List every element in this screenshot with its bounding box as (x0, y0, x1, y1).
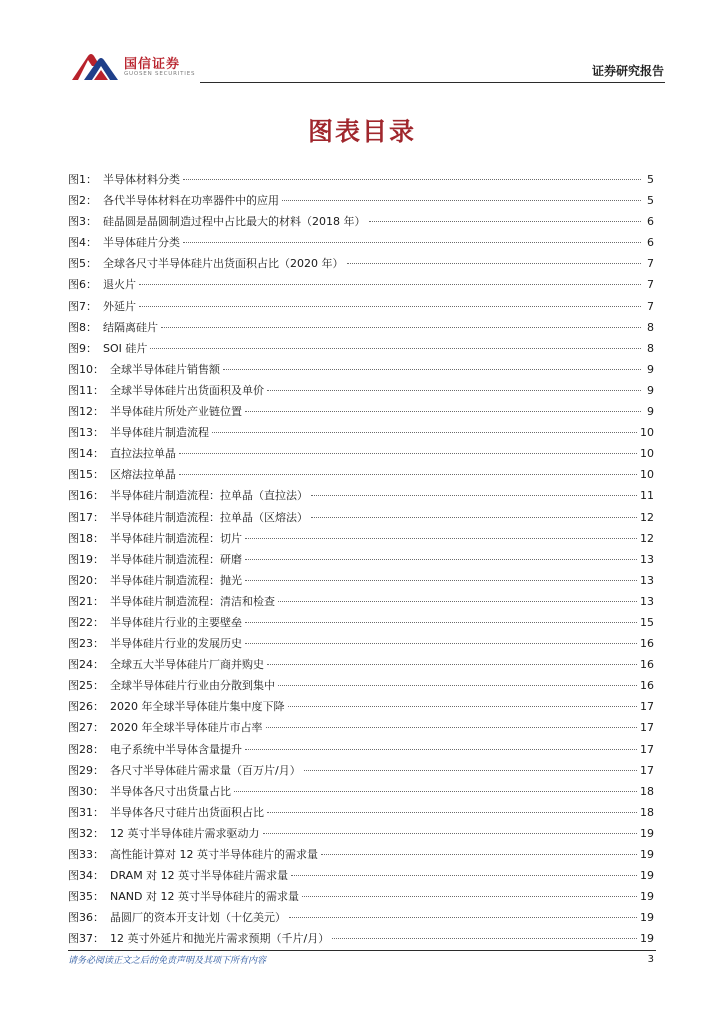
toc-entry-title: 硅晶圆是晶圆制造过程中占比最大的材料（2018 年） (103, 215, 366, 229)
toc-dot-leader (304, 770, 637, 771)
toc-entry-label: 图13： (68, 426, 104, 440)
toc-entry[interactable] (68, 570, 654, 591)
toc-entry-title: 半导体硅片制造流程：研磨 (110, 552, 242, 566)
toc-entry[interactable] (68, 717, 654, 738)
toc-entry-label: 图3： (68, 215, 97, 229)
toc-entry-page: 9 (647, 383, 654, 397)
toc-entry-page: 6 (647, 236, 654, 250)
toc-entry-label: 图24： (68, 658, 104, 672)
header-divider (200, 82, 665, 83)
toc-entry-title: 电子系统中半导体含量提升 (110, 742, 242, 756)
toc-dot-leader (321, 854, 637, 855)
toc-entry-page: 11 (640, 489, 654, 503)
toc-entry-title: 外延片 (103, 299, 136, 313)
toc-entry-title: 半导体硅片制造流程：拉单晶（区熔法） (110, 510, 308, 524)
toc-dot-leader (267, 390, 641, 391)
toc-entry-label: 图26： (68, 700, 104, 714)
toc-entry[interactable] (68, 781, 654, 802)
toc-entry-label: 图10： (68, 362, 104, 376)
toc-entry[interactable] (68, 296, 654, 317)
toc-dot-leader (288, 706, 638, 707)
toc-entry-title: SOI 硅片 (103, 341, 148, 355)
toc-entry-page: 5 (647, 194, 654, 208)
toc-entry-title: 半导体硅片制造流程 (110, 426, 209, 440)
logo-company-en: GUOSEN SECURITIES (124, 71, 196, 77)
toc-entry[interactable] (68, 865, 654, 886)
toc-entry-page: 19 (640, 911, 654, 925)
toc-entry-label: 图27： (68, 721, 104, 735)
toc-dot-leader (278, 601, 637, 602)
toc-entry[interactable] (68, 464, 654, 485)
toc-entry[interactable] (68, 507, 654, 528)
toc-entry[interactable] (68, 485, 654, 506)
toc-entry-page: 19 (640, 932, 654, 946)
toc-dot-leader (311, 495, 637, 496)
toc-entry-page: 8 (647, 320, 654, 334)
toc-entry-label: 图15： (68, 468, 104, 482)
toc-entry-title: 半导体硅片制造流程：清洁和检查 (110, 594, 275, 608)
toc-entry-page: 17 (640, 763, 654, 777)
toc-entry-page: 6 (647, 215, 654, 229)
toc-entry-label: 图16： (68, 489, 104, 503)
toc-entry-page: 16 (640, 637, 654, 651)
toc-entry-label: 图8： (68, 320, 97, 334)
toc-entry[interactable] (68, 232, 654, 253)
toc-entry[interactable] (68, 739, 654, 760)
toc-entry[interactable] (68, 886, 654, 907)
toc-entry-label: 图2： (68, 194, 97, 208)
toc-entry-title: 半导体硅片分类 (103, 236, 180, 250)
toc-entry-label: 图4： (68, 236, 97, 250)
toc-entry-page: 17 (640, 721, 654, 735)
toc-entry-page: 17 (640, 742, 654, 756)
toc-entry-label: 图20： (68, 573, 104, 587)
toc-entry-page: 9 (647, 362, 654, 376)
toc-entry-title: 12 英寸外延片和抛光片需求预期（千片/月） (110, 932, 330, 946)
page-title: 图表目录 (307, 117, 416, 146)
toc-entry-title: 半导体硅片行业的发展历史 (110, 637, 242, 651)
toc-entry-title: 半导体各尺寸硅片出货面积占比 (110, 805, 264, 819)
toc-dot-leader (183, 242, 641, 243)
toc-entry-title: 全球五大半导体硅片厂商并购史 (110, 658, 264, 672)
toc-dot-leader (139, 284, 641, 285)
toc-entry-label: 图9： (68, 341, 97, 355)
toc-dot-leader (150, 348, 641, 349)
figure-toc-list (68, 169, 654, 949)
toc-dot-leader (245, 411, 641, 412)
toc-entry-title: 结隔离硅片 (103, 320, 158, 334)
toc-entry-title: 2020 年全球半导体硅片集中度下降 (110, 700, 285, 714)
toc-dot-leader (179, 474, 637, 475)
toc-dot-leader (179, 453, 637, 454)
toc-entry-title: 高性能计算对 12 英寸半导体硅片的需求量 (110, 848, 318, 861)
toc-entry-page: 16 (640, 658, 654, 672)
toc-dot-leader (245, 580, 637, 581)
toc-entry[interactable] (68, 654, 654, 675)
toc-entry[interactable] (68, 401, 654, 422)
toc-dot-leader (212, 432, 637, 433)
toc-entry-page: 10 (640, 468, 654, 482)
toc-entry-title: 半导体硅片制造流程：切片 (110, 531, 242, 545)
toc-dot-leader (347, 263, 642, 264)
toc-dot-leader (223, 369, 641, 370)
toc-dot-leader (263, 833, 638, 834)
toc-dot-leader (332, 938, 637, 939)
toc-dot-leader (302, 896, 637, 897)
toc-entry[interactable] (68, 633, 654, 654)
toc-entry-page: 19 (640, 869, 654, 883)
toc-entry-label: 图19： (68, 552, 104, 566)
toc-dot-leader (311, 517, 637, 518)
toc-entry-title: 全球半导体硅片行业由分散到集中 (110, 679, 275, 693)
toc-entry-title: 12 英寸半导体硅片需求驱动力 (110, 826, 260, 840)
toc-entry-title: 直拉法拉单晶 (110, 447, 176, 461)
toc-entry-page: 7 (647, 299, 654, 313)
page-number: 3 (647, 954, 654, 965)
toc-entry-label: 图7： (68, 299, 97, 313)
toc-entry-page: 12 (640, 531, 654, 545)
toc-entry-title: 各代半导体材料在功率器件中的应用 (103, 194, 279, 208)
toc-entry-page: 16 (640, 679, 654, 693)
toc-entry-title: 晶圆厂的资本开支计划（十亿美元） (110, 911, 286, 925)
toc-entry-page: 10 (640, 426, 654, 440)
toc-entry[interactable] (68, 253, 654, 274)
toc-entry[interactable] (68, 422, 654, 443)
toc-entry[interactable] (68, 612, 654, 633)
logo-company-cn: 国信证券 (124, 57, 181, 72)
toc-entry-title: 各尺寸半导体硅片需求量（百万片/月） (110, 763, 301, 777)
toc-entry[interactable] (68, 359, 654, 380)
toc-entry-label: 图32： (68, 826, 104, 840)
report-type: 证券研究报告 (591, 64, 664, 78)
toc-entry[interactable] (68, 380, 654, 401)
toc-entry-label: 图22： (68, 615, 104, 629)
footer-divider (68, 950, 656, 951)
toc-entry[interactable] (68, 907, 654, 928)
toc-entry[interactable] (68, 696, 654, 717)
toc-entry-title: 半导体材料分类 (103, 173, 180, 186)
toc-dot-leader (245, 559, 637, 560)
toc-dot-leader (245, 643, 637, 644)
toc-entry[interactable] (68, 169, 654, 190)
toc-dot-leader (267, 812, 637, 813)
toc-entry-label: 图37： (68, 932, 104, 946)
toc-entry[interactable] (68, 211, 654, 232)
toc-dot-leader (245, 538, 637, 539)
toc-entry-label: 图30： (68, 784, 104, 798)
toc-entry-label: 图25： (68, 679, 104, 693)
toc-entry-page: 13 (640, 594, 654, 608)
toc-entry-label: 图35： (68, 890, 104, 904)
toc-entry-title: 区熔法拉单晶 (110, 468, 176, 482)
toc-entry[interactable] (68, 317, 654, 338)
toc-entry-page: 12 (640, 510, 654, 524)
toc-entry-label: 图14： (68, 447, 104, 461)
toc-dot-leader (267, 664, 637, 665)
toc-entry[interactable] (68, 928, 654, 949)
toc-entry-label: 图12： (68, 405, 104, 419)
toc-entry-page: 13 (640, 573, 654, 587)
toc-entry-page: 19 (640, 848, 654, 861)
toc-entry-label: 图31： (68, 805, 104, 819)
toc-dot-leader (245, 622, 637, 623)
toc-entry-page: 19 (640, 890, 654, 904)
toc-entry-title: 半导体硅片行业的主要壁垒 (110, 615, 242, 629)
toc-dot-leader (369, 221, 642, 222)
toc-dot-leader (289, 917, 637, 918)
toc-entry[interactable] (68, 675, 654, 696)
toc-entry-title: 退火片 (103, 278, 136, 292)
toc-entry-title: 全球半导体硅片销售额 (110, 362, 220, 376)
toc-entry-title: 半导体硅片制造流程：拉单晶（直拉法） (110, 489, 308, 503)
toc-entry-title: 全球各尺寸半导体硅片出货面积占比（2020 年） (103, 257, 344, 271)
toc-entry-label: 图29： (68, 763, 104, 777)
toc-entry-title: 半导体硅片所处产业链位置 (110, 405, 242, 419)
toc-dot-leader (234, 791, 637, 792)
toc-entry[interactable] (68, 443, 654, 464)
toc-dot-leader (245, 749, 637, 750)
toc-entry-page: 13 (640, 552, 654, 566)
toc-entry-label: 图28： (68, 742, 104, 756)
guosen-logo-icon (70, 50, 120, 84)
toc-dot-leader (161, 327, 641, 328)
toc-entry-title: DRAM 对 12 英寸半导体硅片需求量 (110, 869, 289, 883)
toc-entry[interactable] (68, 190, 654, 211)
toc-entry-label: 图18： (68, 531, 104, 545)
toc-entry-page: 18 (640, 784, 654, 798)
toc-entry[interactable] (68, 760, 654, 781)
toc-entry-page: 5 (647, 173, 654, 186)
toc-dot-leader (278, 685, 637, 686)
toc-entry-page: 18 (640, 805, 654, 819)
toc-entry-label: 图36： (68, 911, 104, 925)
toc-entry-page: 10 (640, 447, 654, 461)
toc-entry-title: 全球半导体硅片出货面积及单价 (110, 383, 264, 397)
guosen-logo (70, 50, 210, 86)
toc-entry-label: 图11： (68, 383, 104, 397)
toc-entry-label: 图6： (68, 278, 97, 292)
toc-entry-label: 图1： (68, 173, 97, 186)
toc-entry-label: 图33： (68, 848, 104, 861)
toc-dot-leader (291, 875, 637, 876)
toc-entry[interactable] (68, 844, 654, 865)
toc-dot-leader (183, 179, 641, 180)
toc-entry-page: 17 (640, 700, 654, 714)
toc-entry-page: 7 (647, 278, 654, 292)
toc-entry-title: 半导体硅片制造流程：抛光 (110, 573, 242, 587)
toc-entry-page: 19 (640, 826, 654, 840)
toc-entry[interactable] (68, 338, 654, 359)
toc-dot-leader (139, 306, 641, 307)
toc-entry-page: 7 (647, 257, 654, 271)
toc-entry[interactable] (68, 549, 654, 570)
toc-entry[interactable] (68, 528, 654, 549)
toc-dot-leader (282, 200, 641, 201)
toc-dot-leader (266, 727, 638, 728)
toc-entry[interactable] (68, 274, 654, 295)
toc-entry-label: 图34： (68, 869, 104, 883)
toc-entry-title: 2020 年全球半导体硅片市占率 (110, 721, 263, 735)
toc-entry[interactable] (68, 823, 654, 844)
toc-entry-label: 图21： (68, 594, 104, 608)
toc-entry[interactable] (68, 591, 654, 612)
toc-entry-label: 图23： (68, 637, 104, 651)
toc-entry-page: 8 (647, 341, 654, 355)
page-header (0, 0, 724, 90)
toc-entry-title: 半导体各尺寸出货量占比 (110, 784, 231, 798)
toc-entry-page: 15 (640, 615, 654, 629)
toc-entry-label: 图17： (68, 510, 104, 524)
toc-entry-page: 9 (647, 405, 654, 419)
toc-entry-title: NAND 对 12 英寸半导体硅片的需求量 (110, 890, 299, 904)
toc-entry-label: 图5： (68, 257, 97, 271)
toc-entry[interactable] (68, 802, 654, 823)
footer-disclaimer: 请务必阅读正文之后的免责声明及其项下所有内容 (68, 956, 267, 966)
